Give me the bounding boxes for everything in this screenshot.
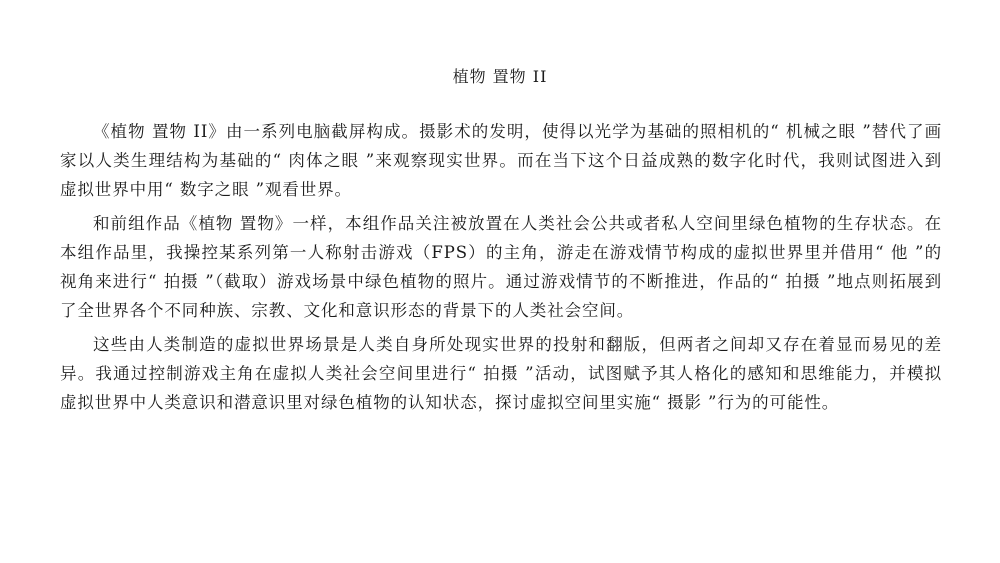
paragraph-1: 《植物 置物 II》由一系列电脑截屏构成。摄影术的发明，使得以光学为基础的照相机的“ 机械之眼 ”替代了画家以人类生理结构为基础的“ 肉体之眼 ”来观察现实世界。而在当下这个日益成熟的数字化时代，我则试图进入到虚拟世界中用“ 数字之眼 ”观看世界。 [60, 122, 942, 199]
paragraph-2: 和前组作品《植物 置物》一样，本组作品关注被放置在人类社会公共或者私人空间里绿色植物的生存状态。在本组作品里，我操控某系列第一人称射击游戏（FPS）的主角，游走在游戏情节构成的虚拟世界里并借用“ 他 ”的视角来进行“ 拍摄 ”（截取）游戏场景中绿色植物的照片。通过游戏情节的不断推进，作品的“ 拍摄 ”地点则拓展到了全世界各个不同种族、宗教、文化和意识形态的背景下的人类社会空间。 [60, 214, 942, 320]
document-body [60, 117, 942, 422]
document-title: 植物 置物 II [452, 67, 548, 86]
paragraph-3: 这些由人类制造的虚拟世界场景是人类自身所处现实世界的投射和翻版，但两者之间却又存在着显而易见的差异。我通过控制游戏主角在虚拟人类社会空间里进行“ 拍摄 ”活动，试图赋予其人格化的感知和思维能力，并模拟虚拟世界中人类意识和潜意识里对绿色植物的认知状态，探讨虚拟空间里实施“ 摄影 ”行为的可能性。 [60, 335, 942, 412]
